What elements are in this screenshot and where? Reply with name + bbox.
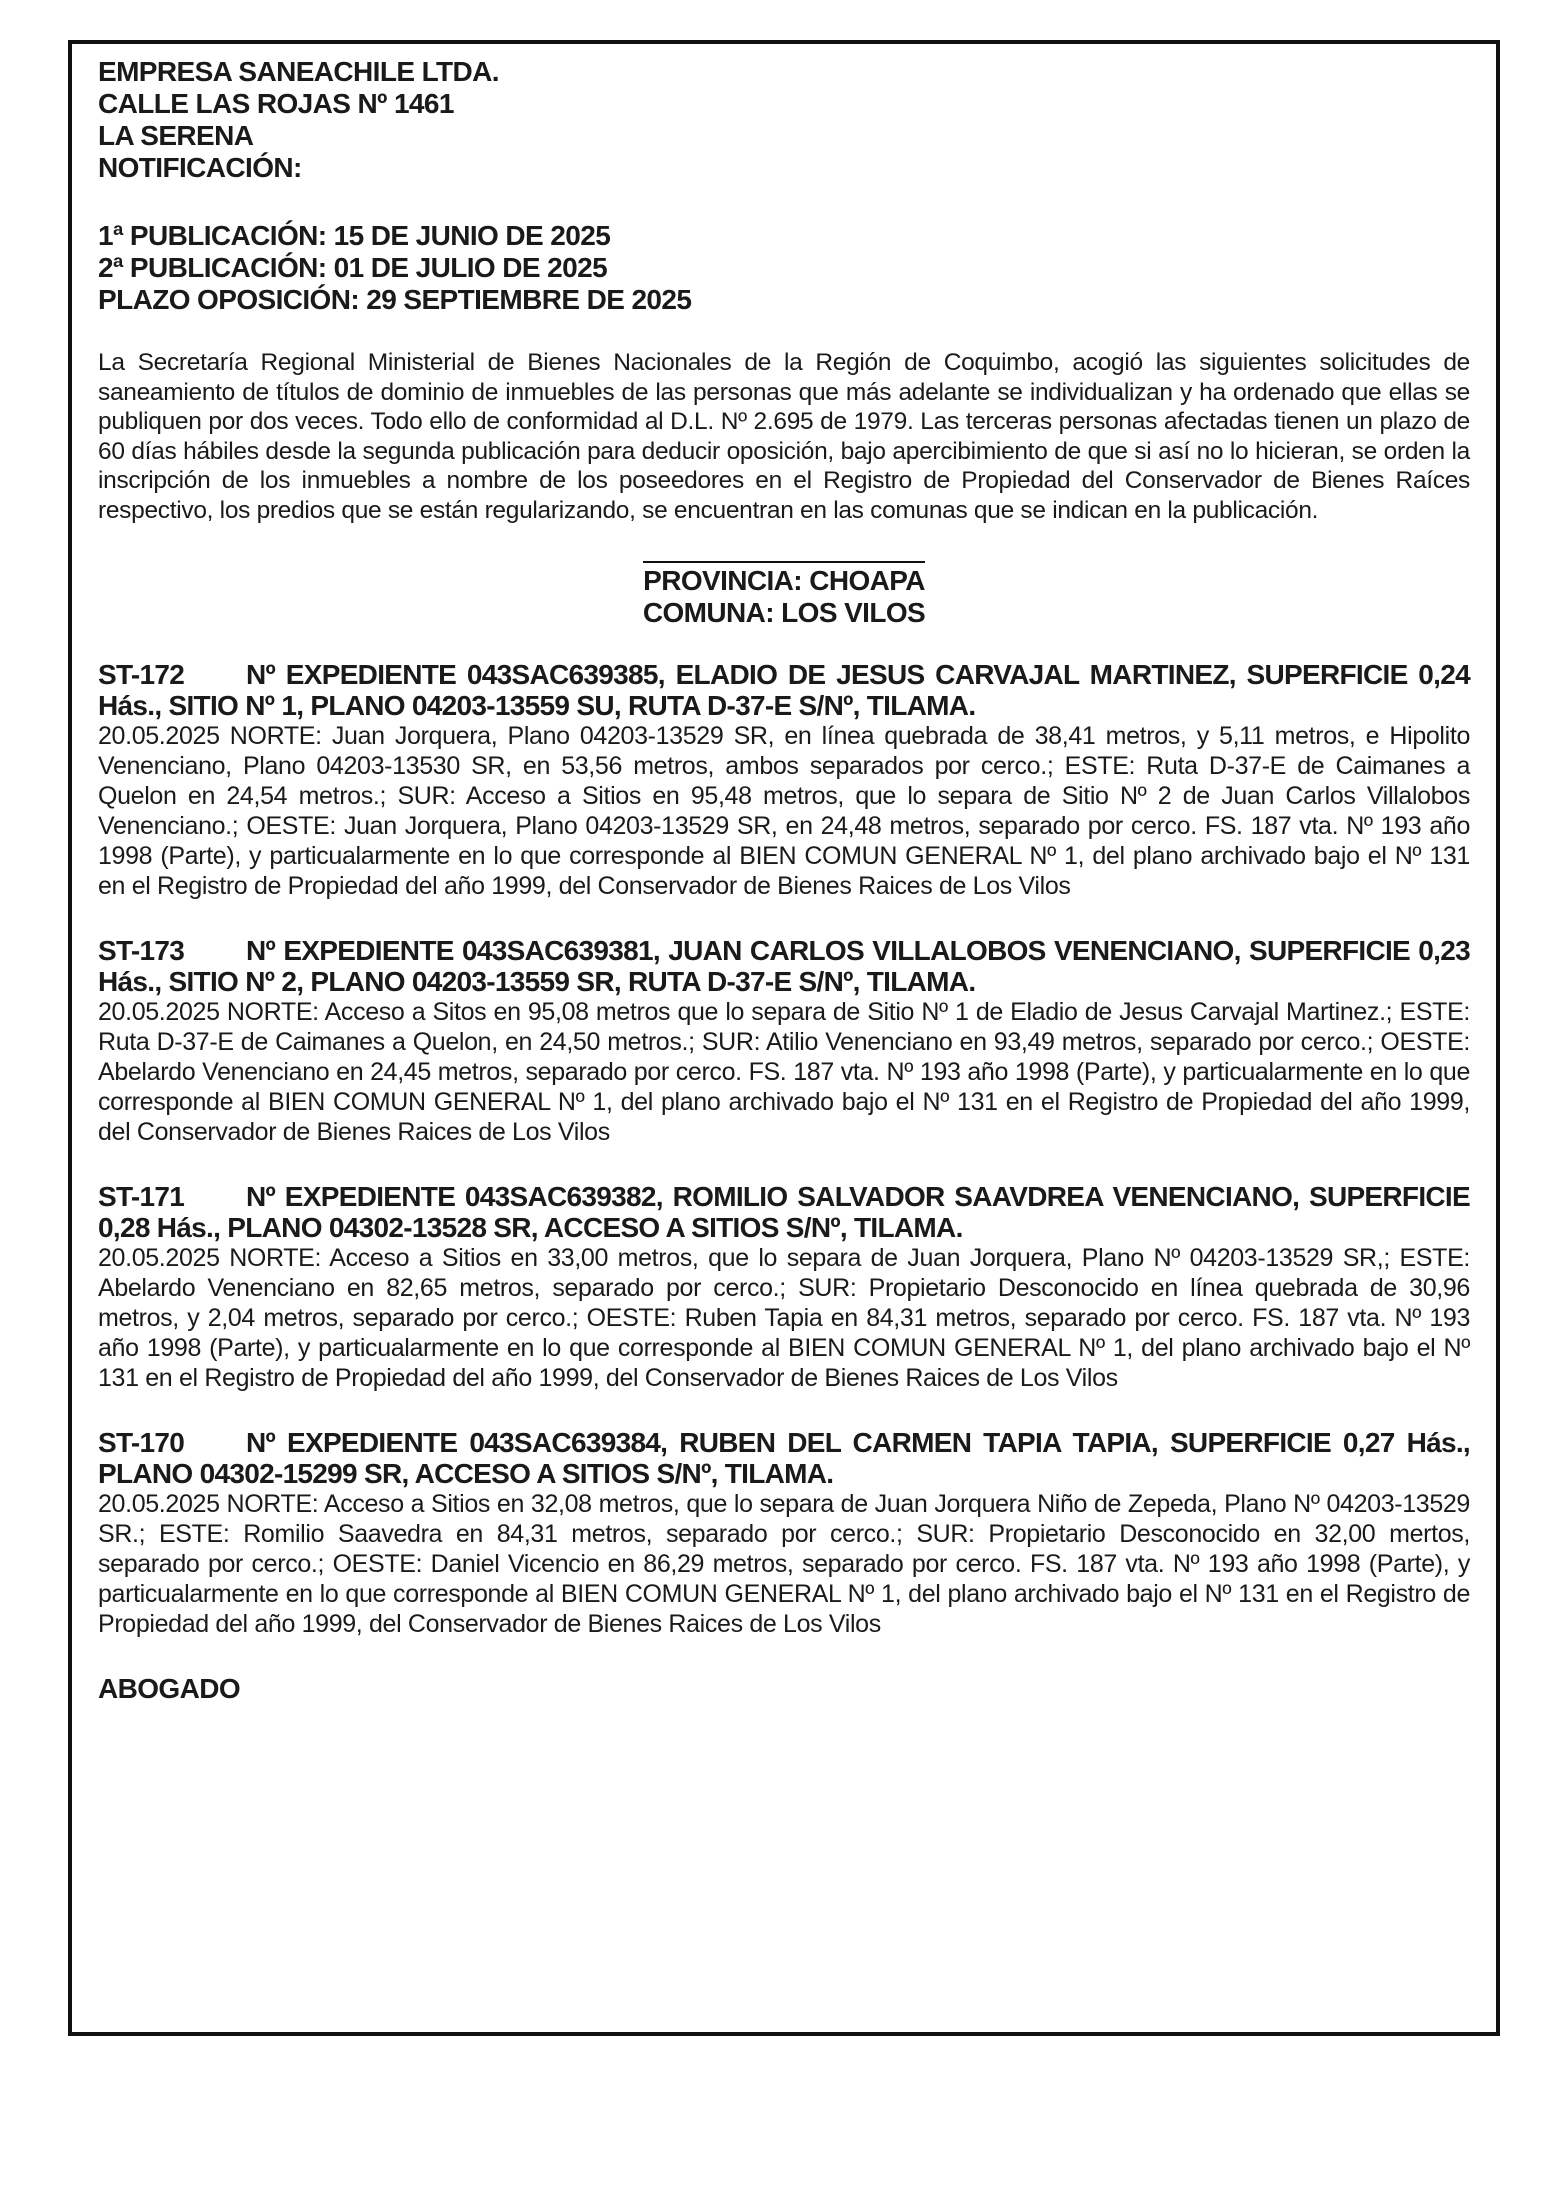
entry-code: ST-172 xyxy=(98,659,185,690)
entry-title: Nº EXPEDIENTE 043SAC639381, JUAN CARLOS VILLALOBOS VENENCIANO, SUPERFICIE 0,23 Hás., SITIO Nº 2, PLANO 04203-13559 SR, RUTA D-37-E S/Nº, TILAMA. xyxy=(98,935,1470,997)
sender-header xyxy=(98,56,1470,184)
signature-label: ABOGADO xyxy=(98,1673,241,1704)
company-address: CALLE LAS ROJAS Nº 1461 xyxy=(98,88,454,119)
entry-heading xyxy=(98,1181,1470,1243)
legal-notice xyxy=(98,56,1470,1705)
entry-st-173 xyxy=(98,935,1470,1147)
intro-paragraph: La Secretaría Regional Ministerial de Bienes Nacionales de la Región de Coquimbo, acogió las siguientes solicitudes de saneamiento de títulos de dominio de inmuebles de las personas que más adelante se individualizan y ha ordenado que ellas se publiquen por dos veces. Todo ello de conformidad al D.L. Nº 2.695 de 1979. Las terceras personas afectadas tienen un plazo de 60 días hábiles desde la segunda publicación para deducir oposición, bajo apercibimiento de que si así no lo hicieran, se orden la inscripción de los inmuebles a nombre de los poseedores en el Registro de Propiedad del Conservador de Bienes Raíces respectivo, los predios que se están regularizando, se encuentran en las comunas que se indican en la publicación. xyxy=(98,349,1470,524)
provincia-label: PROVINCIA: CHOAPA xyxy=(643,565,925,596)
entry-st-170 xyxy=(98,1427,1470,1639)
entry-title: Nº EXPEDIENTE 043SAC639382, ROMILIO SALVADOR SAAVDREA VENENCIANO, SUPERFICIE 0,28 Hás., PLANO 04302-13528 SR, ACCESO A SITIOS S/Nº, TILAMA. xyxy=(98,1181,1470,1243)
entry-st-172 xyxy=(98,659,1470,901)
entry-heading xyxy=(98,659,1470,721)
location-heading xyxy=(98,561,1470,629)
entry-title: Nº EXPEDIENTE 043SAC639384, RUBEN DEL CARMEN TAPIA TAPIA, SUPERFICIE 0,27 Hás., PLANO 04302-15299 SR, ACCESO A SITIOS S/Nº, TILAMA. xyxy=(98,1427,1470,1489)
entry-code: ST-171 xyxy=(98,1181,185,1212)
second-publication: 2ª PUBLICACIÓN: 01 DE JULIO DE 2025 xyxy=(98,252,608,283)
entry-st-171 xyxy=(98,1181,1470,1393)
entry-body: 20.05.2025 NORTE: Juan Jorquera, Plano 04203-13529 SR, en línea quebrada de 38,41 metros, y 5,11 metros, e Hipolito Venenciano, Plano 04203-13530 SR, en 53,56 metros, ambos separados por cerco.; ESTE: Ruta D-37-E de Caimanes a Quelon en 24,54 metros.; SUR: Acceso a Sitios en 95,48 metros, que lo separa de Sitio Nº 2 de Juan Carlos Villalobos Venenciano.; OESTE: Juan Jorquera, Plano 04203-13529 SR, en 24,48 metros, separado por cerco. FS. 187 vta. Nº 193 año 1998 (Parte), y particualarmente en lo que corresponde al BIEN COMUN GENERAL Nº 1, del plano archivado bajo el Nº 131 en el Registro de Propiedad del año 1999, del Conservador de Bienes Raices de Los Vilos xyxy=(98,722,1470,900)
entry-body: 20.05.2025 NORTE: Acceso a Sitos en 95,08 metros que lo separa de Sitio Nº 1 de Eladio de Jesus Carvajal Martinez.; ESTE: Ruta D-37-E de Caimanes a Quelon, en 24,50 metros.; SUR: Atilio Venenciano en 93,49 metros, separado por cerco.; OESTE: Abelardo Venenciano en 24,45 metros, separado por cerco. FS. 187 vta. Nº 193 año 1998 (Parte), y particualarmente en lo que corresponde al BIEN COMUN GENERAL Nº 1, del plano archivado bajo el Nº 131 en el Registro de Propiedad del año 1999, del Conservador de Bienes Raices de Los Vilos xyxy=(98,998,1470,1146)
first-publication: 1ª PUBLICACIÓN: 15 DE JUNIO DE 2025 xyxy=(98,220,611,251)
company-city: LA SERENA xyxy=(98,120,254,151)
entry-heading xyxy=(98,1427,1470,1489)
opposition-deadline: PLAZO OPOSICIÓN: 29 SEPTIEMBRE DE 2025 xyxy=(98,284,692,315)
entry-code: ST-170 xyxy=(98,1427,185,1458)
company-name: EMPRESA SANEACHILE LTDA. xyxy=(98,56,499,87)
entry-body: 20.05.2025 NORTE: Acceso a Sitios en 32,08 metros, que lo separa de Juan Jorquera Niño de Zepeda, Plano Nº 04203-13529 SR.; ESTE: Romilio Saavedra en 84,31 metros, separado por cerco.; SUR: Propietario Desconocido en 32,00 mertos, separado por cerco.; OESTE: Daniel Vicencio en 86,29 metros, separado por cerco. FS. 187 vta. Nº 193 año 1998 (Parte), y particualarmente en lo que corresponde al BIEN COMUN GENERAL Nº 1, del plano archivado bajo el Nº 131 en el Registro de Propiedad del año 1999, del Conservador de Bienes Raices de Los Vilos xyxy=(98,1490,1470,1638)
comuna-label: COMUNA: LOS VILOS xyxy=(642,597,926,628)
entry-title: Nº EXPEDIENTE 043SAC639385, ELADIO DE JESUS CARVAJAL MARTINEZ, SUPERFICIE 0,24 Hás., SITIO Nº 1, PLANO 04203-13559 SU, RUTA D-37-E S/Nº, TILAMA. xyxy=(98,659,1470,721)
publication-dates xyxy=(98,220,1470,316)
entry-body: 20.05.2025 NORTE: Acceso a Sitios en 33,00 metros, que lo separa de Juan Jorquera, Plano Nº 04203-13529 SR,; ESTE: Abelardo Venenciano en 82,65 metros, separado por cerco.; SUR: Propietario Desconocido en línea quebrada de 30,96 metros, y 2,04 metros, separado por cerco.; OESTE: Ruben Tapia en 84,31 metros, separado por cerco. FS. 187 vta. Nº 193 año 1998 (Parte), y particualarmente en lo que corresponde al BIEN COMUN GENERAL Nº 1, del plano archivado bajo el Nº 131 en el Registro de Propiedad del año 1999, del Conservador de Bienes Raices de Los Vilos xyxy=(98,1244,1470,1392)
entry-heading xyxy=(98,935,1470,997)
entry-code: ST-173 xyxy=(98,935,185,966)
notice-label: NOTIFICACIÓN: xyxy=(98,152,302,183)
